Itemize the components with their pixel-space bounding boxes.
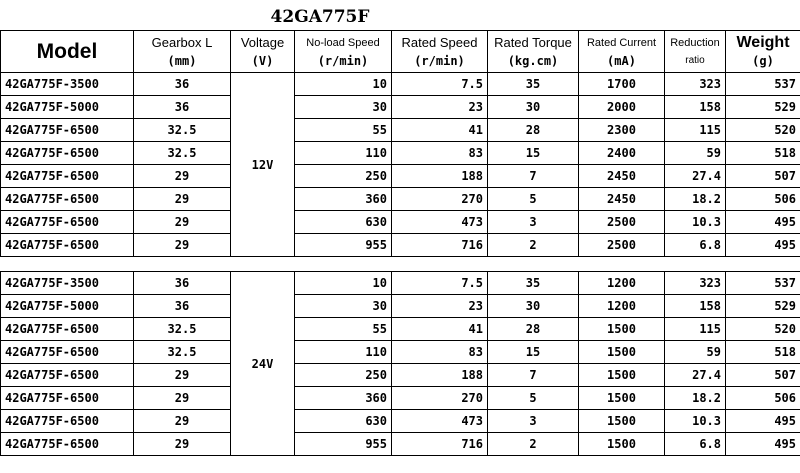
cell-gearbox-length: 29 bbox=[134, 188, 231, 211]
cell-model: 42GA775F-6500 bbox=[1, 211, 134, 234]
table-row bbox=[1, 364, 800, 387]
cell-gearbox-length: 29 bbox=[134, 387, 231, 410]
cell-noload-speed: 955 bbox=[295, 433, 392, 456]
cell-voltage: 24V bbox=[231, 272, 295, 456]
cell-weight: 506 bbox=[726, 188, 800, 211]
cell-rated-current: 1200 bbox=[579, 295, 665, 318]
cell-reduction-ratio: 10.3 bbox=[665, 410, 726, 433]
cell-noload-speed: 110 bbox=[295, 142, 392, 165]
cell-model: 42GA775F-6500 bbox=[1, 119, 134, 142]
cell-reduction-ratio: 115 bbox=[665, 119, 726, 142]
cell-weight: 495 bbox=[726, 410, 800, 433]
cell-weight: 520 bbox=[726, 318, 800, 341]
table-row bbox=[1, 96, 800, 119]
cell-weight: 507 bbox=[726, 165, 800, 188]
cell-rated-current: 2500 bbox=[579, 234, 665, 257]
header-model: Model bbox=[1, 31, 134, 73]
cell-model: 42GA775F-6500 bbox=[1, 165, 134, 188]
cell-weight: 520 bbox=[726, 119, 800, 142]
cell-rated-speed: 473 bbox=[392, 410, 488, 433]
cell-rated-speed: 23 bbox=[392, 96, 488, 119]
cell-weight: 495 bbox=[726, 433, 800, 456]
cell-gearbox-length: 29 bbox=[134, 364, 231, 387]
cell-reduction-ratio: 323 bbox=[665, 272, 726, 295]
cell-noload-speed: 360 bbox=[295, 188, 392, 211]
cell-rated-speed: 23 bbox=[392, 295, 488, 318]
cell-rated-speed: 188 bbox=[392, 165, 488, 188]
spec-table-body bbox=[1, 73, 800, 456]
cell-gearbox-length: 29 bbox=[134, 433, 231, 456]
cell-reduction-ratio: 323 bbox=[665, 73, 726, 96]
cell-rated-current: 1500 bbox=[579, 387, 665, 410]
spec-table bbox=[0, 30, 800, 456]
cell-model: 42GA775F-5000 bbox=[1, 96, 134, 119]
cell-rated-speed: 7.5 bbox=[392, 73, 488, 96]
cell-rated-torque: 3 bbox=[488, 410, 579, 433]
cell-rated-speed: 270 bbox=[392, 188, 488, 211]
table-row bbox=[1, 142, 800, 165]
cell-noload-speed: 30 bbox=[295, 96, 392, 119]
group-separator bbox=[1, 257, 800, 272]
cell-gearbox-length: 36 bbox=[134, 96, 231, 119]
cell-gearbox-length: 36 bbox=[134, 73, 231, 96]
cell-rated-speed: 83 bbox=[392, 341, 488, 364]
table-row bbox=[1, 211, 800, 234]
table-row bbox=[1, 73, 800, 96]
cell-rated-torque: 2 bbox=[488, 234, 579, 257]
table-row bbox=[1, 318, 800, 341]
cell-rated-torque: 15 bbox=[488, 142, 579, 165]
cell-model: 42GA775F-6500 bbox=[1, 364, 134, 387]
cell-weight: 537 bbox=[726, 272, 800, 295]
cell-voltage: 12V bbox=[231, 73, 295, 257]
cell-rated-current: 1700 bbox=[579, 73, 665, 96]
table-row bbox=[1, 165, 800, 188]
cell-reduction-ratio: 158 bbox=[665, 295, 726, 318]
cell-rated-torque: 35 bbox=[488, 272, 579, 295]
cell-rated-current: 1500 bbox=[579, 410, 665, 433]
cell-rated-speed: 473 bbox=[392, 211, 488, 234]
cell-model: 42GA775F-6500 bbox=[1, 142, 134, 165]
cell-reduction-ratio: 18.2 bbox=[665, 387, 726, 410]
cell-weight: 495 bbox=[726, 211, 800, 234]
cell-model: 42GA775F-5000 bbox=[1, 295, 134, 318]
cell-rated-speed: 83 bbox=[392, 142, 488, 165]
cell-rated-speed: 188 bbox=[392, 364, 488, 387]
cell-rated-torque: 28 bbox=[488, 119, 579, 142]
cell-rated-current: 1500 bbox=[579, 364, 665, 387]
cell-reduction-ratio: 27.4 bbox=[665, 364, 726, 387]
cell-rated-current: 1500 bbox=[579, 433, 665, 456]
cell-weight: 529 bbox=[726, 295, 800, 318]
cell-gearbox-length: 29 bbox=[134, 165, 231, 188]
cell-model: 42GA775F-6500 bbox=[1, 433, 134, 456]
cell-reduction-ratio: 115 bbox=[665, 318, 726, 341]
cell-noload-speed: 55 bbox=[295, 119, 392, 142]
cell-rated-torque: 28 bbox=[488, 318, 579, 341]
cell-rated-current: 1200 bbox=[579, 272, 665, 295]
header-gearbox: Gearbox L (mm) bbox=[134, 31, 231, 73]
cell-weight: 529 bbox=[726, 96, 800, 119]
cell-noload-speed: 955 bbox=[295, 234, 392, 257]
table-row bbox=[1, 234, 800, 257]
cell-noload-speed: 10 bbox=[295, 272, 392, 295]
cell-rated-torque: 7 bbox=[488, 165, 579, 188]
cell-noload-speed: 630 bbox=[295, 211, 392, 234]
cell-weight: 506 bbox=[726, 387, 800, 410]
cell-gearbox-length: 29 bbox=[134, 234, 231, 257]
cell-noload-speed: 10 bbox=[295, 73, 392, 96]
cell-rated-current: 2450 bbox=[579, 165, 665, 188]
cell-rated-torque: 3 bbox=[488, 211, 579, 234]
cell-reduction-ratio: 10.3 bbox=[665, 211, 726, 234]
cell-noload-speed: 55 bbox=[295, 318, 392, 341]
header-rated-torque: Rated Torque (kg.cm) bbox=[488, 31, 579, 73]
cell-noload-speed: 630 bbox=[295, 410, 392, 433]
cell-rated-torque: 30 bbox=[488, 295, 579, 318]
cell-rated-speed: 7.5 bbox=[392, 272, 488, 295]
separator-cell bbox=[1, 257, 800, 272]
header-reduction: Reduction ratio bbox=[665, 31, 726, 73]
cell-noload-speed: 250 bbox=[295, 364, 392, 387]
cell-rated-torque: 15 bbox=[488, 341, 579, 364]
cell-weight: 518 bbox=[726, 341, 800, 364]
table-row bbox=[1, 387, 800, 410]
header-rated-speed: Rated Speed (r/min) bbox=[392, 31, 488, 73]
cell-reduction-ratio: 6.8 bbox=[665, 234, 726, 257]
cell-rated-speed: 716 bbox=[392, 234, 488, 257]
cell-reduction-ratio: 59 bbox=[665, 341, 726, 364]
table-row bbox=[1, 410, 800, 433]
cell-gearbox-length: 32.5 bbox=[134, 318, 231, 341]
cell-weight: 507 bbox=[726, 364, 800, 387]
cell-model: 42GA775F-6500 bbox=[1, 341, 134, 364]
cell-reduction-ratio: 18.2 bbox=[665, 188, 726, 211]
header-voltage: Voltage (V) bbox=[231, 31, 295, 73]
table-row bbox=[1, 188, 800, 211]
cell-rated-torque: 5 bbox=[488, 387, 579, 410]
cell-rated-current: 2450 bbox=[579, 188, 665, 211]
cell-model: 42GA775F-6500 bbox=[1, 387, 134, 410]
cell-rated-current: 1500 bbox=[579, 341, 665, 364]
cell-rated-current: 2400 bbox=[579, 142, 665, 165]
header-noload-speed: No-load Speed (r/min) bbox=[295, 31, 392, 73]
cell-gearbox-length: 36 bbox=[134, 272, 231, 295]
header-row bbox=[1, 31, 800, 73]
cell-gearbox-length: 29 bbox=[134, 211, 231, 234]
cell-model: 42GA775F-3500 bbox=[1, 272, 134, 295]
cell-reduction-ratio: 27.4 bbox=[665, 165, 726, 188]
table-row bbox=[1, 119, 800, 142]
cell-model: 42GA775F-6500 bbox=[1, 234, 134, 257]
cell-weight: 518 bbox=[726, 142, 800, 165]
cell-gearbox-length: 32.5 bbox=[134, 341, 231, 364]
table-row bbox=[1, 433, 800, 456]
cell-noload-speed: 110 bbox=[295, 341, 392, 364]
cell-gearbox-length: 32.5 bbox=[134, 142, 231, 165]
table-title: 42GA775F bbox=[270, 7, 370, 27]
table-row bbox=[1, 295, 800, 318]
cell-rated-torque: 7 bbox=[488, 364, 579, 387]
cell-gearbox-length: 36 bbox=[134, 295, 231, 318]
cell-noload-speed: 250 bbox=[295, 165, 392, 188]
cell-weight: 537 bbox=[726, 73, 800, 96]
cell-rated-torque: 30 bbox=[488, 96, 579, 119]
cell-rated-speed: 41 bbox=[392, 119, 488, 142]
cell-model: 42GA775F-6500 bbox=[1, 188, 134, 211]
cell-weight: 495 bbox=[726, 234, 800, 257]
cell-rated-current: 1500 bbox=[579, 318, 665, 341]
header-rated-current: Rated Current (mA) bbox=[579, 31, 665, 73]
cell-rated-current: 2300 bbox=[579, 119, 665, 142]
cell-rated-torque: 5 bbox=[488, 188, 579, 211]
cell-rated-torque: 35 bbox=[488, 73, 579, 96]
table-row bbox=[1, 272, 800, 295]
cell-reduction-ratio: 6.8 bbox=[665, 433, 726, 456]
cell-gearbox-length: 32.5 bbox=[134, 119, 231, 142]
cell-rated-torque: 2 bbox=[488, 433, 579, 456]
cell-rated-speed: 716 bbox=[392, 433, 488, 456]
cell-rated-current: 2500 bbox=[579, 211, 665, 234]
cell-gearbox-length: 29 bbox=[134, 410, 231, 433]
header-weight: Weight (g) bbox=[726, 31, 800, 73]
cell-reduction-ratio: 158 bbox=[665, 96, 726, 119]
cell-model: 42GA775F-6500 bbox=[1, 410, 134, 433]
cell-rated-speed: 41 bbox=[392, 318, 488, 341]
cell-noload-speed: 30 bbox=[295, 295, 392, 318]
cell-reduction-ratio: 59 bbox=[665, 142, 726, 165]
table-row bbox=[1, 341, 800, 364]
cell-model: 42GA775F-6500 bbox=[1, 318, 134, 341]
cell-model: 42GA775F-3500 bbox=[1, 73, 134, 96]
cell-rated-speed: 270 bbox=[392, 387, 488, 410]
cell-rated-current: 2000 bbox=[579, 96, 665, 119]
cell-noload-speed: 360 bbox=[295, 387, 392, 410]
